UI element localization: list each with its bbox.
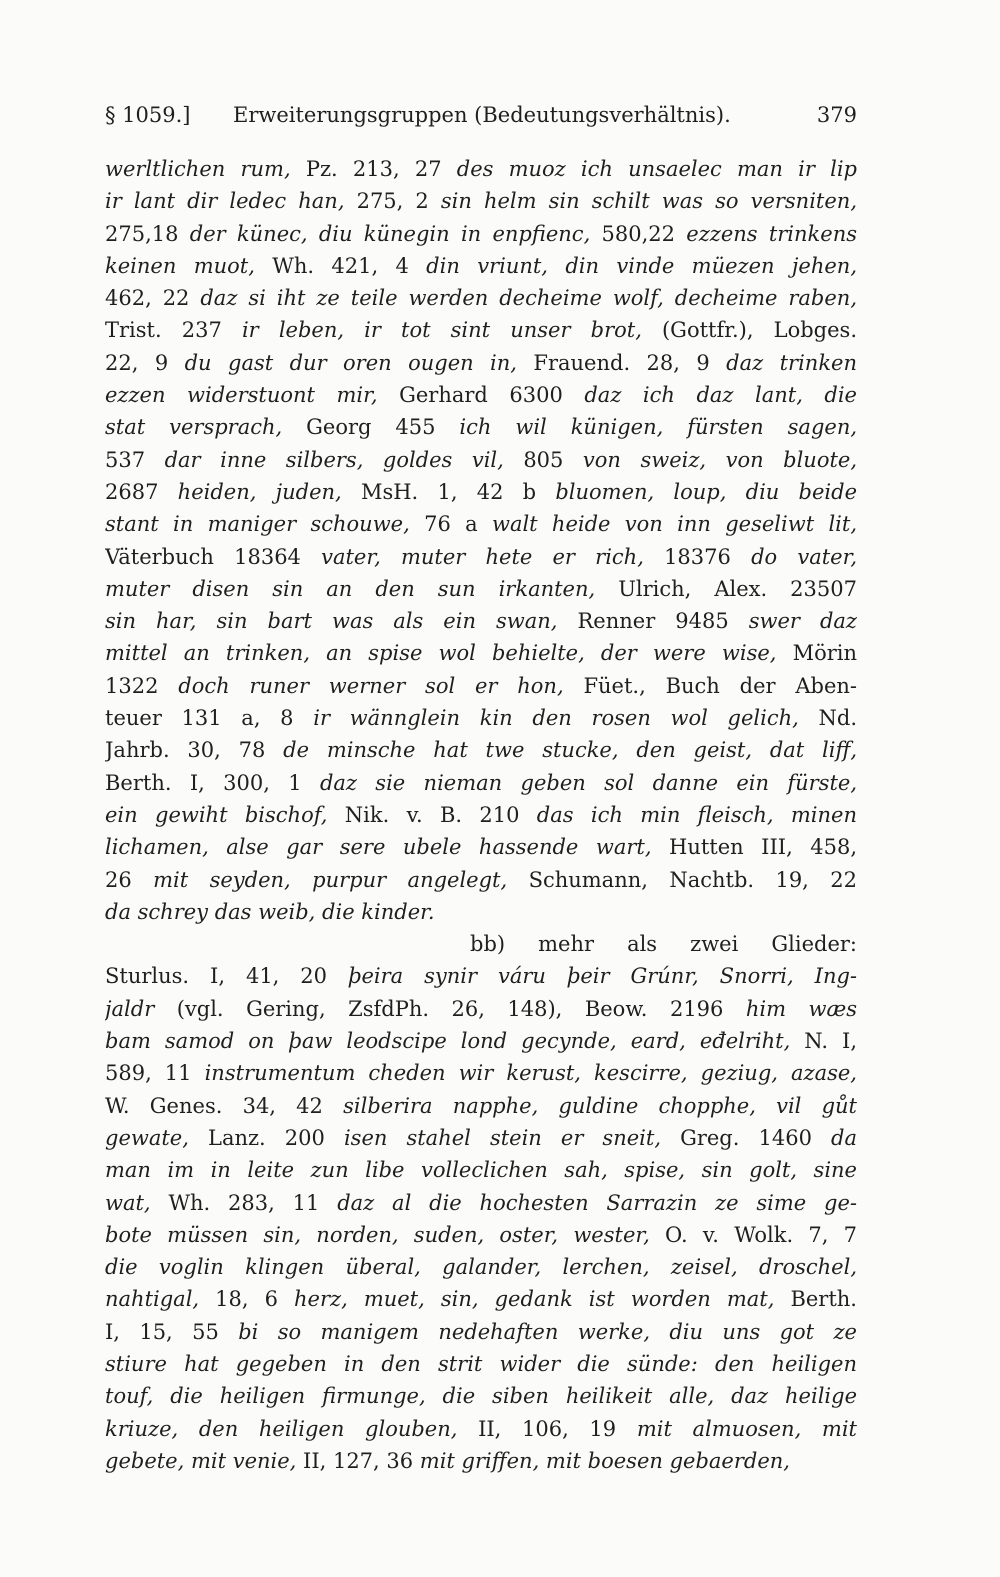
citation-text: 26 [105,867,154,892]
citation-text: (vgl. Gering, ZsfdPh. 26, 148), Beow. 2196 [154,996,746,1021]
text-line [105,1154,857,1186]
quoted-text: bam samod on þaw leodscipe lond gecynde, eard, eđelriht, [105,1029,791,1054]
citation-text: Schumann, Nachtb. 19, 22 [507,867,857,892]
quoted-text: ir lant dir ledec han, [105,189,345,214]
quoted-text: þeira synir váru þeir Grúnr, Snorri, Ing- [348,964,857,989]
quoted-text: din vriunt, din vinde müezen jehen, [426,253,857,278]
quoted-text: jaldr [105,996,155,1021]
text-line [105,960,857,992]
citation-text: Berth. I, 300, 1 [105,770,320,795]
citation-text: Ulrich, Alex. 23507 [595,576,857,601]
citation-text: N. I, [790,1029,857,1054]
quoted-text: wat, [105,1190,151,1215]
text-line [105,1025,857,1057]
text-line [105,1122,857,1154]
citation-text: Berth. [774,1287,857,1312]
citation-text: 537 [105,447,165,472]
quoted-text: daz si iht ze teile werden decheime wolf, decheime raben, [200,286,857,311]
quoted-text: doch runer werner sol er hon, [178,673,564,698]
citation-text: Nik. v. B. 210 [327,802,537,827]
citation-text: Pz. 213, 27 [290,157,457,181]
quoted-text: gebete, mit venie, [105,1448,297,1473]
quoted-text: herz, muet, sin, gedank ist worden mat, [294,1287,775,1312]
page-number: 379 [816,103,857,127]
quoted-text: isen stahel stein er sneit, [343,1125,661,1150]
text-line [105,476,857,508]
quoted-text: ein gewiht bischof, [105,802,328,827]
quoted-text: him wæs [745,996,857,1021]
text-line [105,1283,857,1315]
quoted-text: sin har, sin bart was als ein swan, [105,609,558,634]
quoted-text: ich wil künigen, fürsten sagen, [459,415,857,440]
text-line [105,637,857,669]
quoted-text: da [831,1125,857,1150]
citation-text: Gerhard 6300 [377,383,585,408]
citation-text: Sturlus. I, 41, 20 [105,964,348,989]
citation-text: 18376 [643,544,752,569]
text-line [105,896,857,928]
text-line [105,1413,857,1445]
text-line [105,573,857,605]
text-line [105,1316,857,1348]
quoted-text: mittel an trinken, an spise wol behielte, der were wise, [105,641,777,666]
quoted-text: heiden, juden, [177,479,342,504]
citation-text: Lanz. 200 [188,1125,344,1150]
citation-text: Väterbuch 18364 [105,544,322,569]
text-line [105,767,857,799]
quoted-text: de minsche hat twe stucke, den geist, dat liff, [283,738,857,763]
quoted-text: daz al die hochesten Sarrazin ze sime ge- [337,1190,857,1215]
quoted-text: keinen muot, [105,253,255,278]
citation-text: 462, 22 [105,286,201,311]
body-text [105,153,857,1477]
text-line [105,379,857,411]
text-line [105,670,857,702]
citation-text: 1322 [105,673,179,698]
text-line [105,1445,857,1477]
text-line [105,993,857,1025]
quoted-text: der künec, diu künegin in enpfienc, [189,221,591,246]
text-line [105,314,857,346]
text-line [105,282,857,314]
citation-text: I, 15, 55 [105,1319,239,1344]
citation-text: II, 106, 19 [457,1416,637,1441]
citation-text: Renner 9485 [557,609,749,634]
quoted-text: ezzens trinkens [686,221,857,246]
citation-text: Trist. 237 [105,318,242,343]
text-line [105,444,857,476]
citation-text: II, 127, 36 [296,1448,420,1473]
text-line [105,1090,857,1122]
citation-text: bb) mehr als zwei Glieder: [470,932,857,957]
quoted-text: mit griffen, mit boesen gebaerden, [419,1448,790,1473]
quoted-text: bote müssen sin, norden, suden, oster, wester, [105,1222,650,1247]
citation-text: Hutten III, 458, [651,835,857,860]
quoted-text: stant in maniger schouwe, [105,512,410,537]
quoted-text: gewate, [105,1125,189,1150]
text-line [105,508,857,540]
text-line [105,1348,857,1380]
citation-text: Greg. 1460 [661,1125,832,1150]
quoted-text: stiure hat gegeben in den strit wider die sünde: den heiligen [105,1351,857,1376]
citation-text: 18, 6 [199,1287,295,1312]
quoted-text: ezzen widerstuont mir, [105,383,378,408]
running-header [105,100,857,130]
citation-text: (Gottfr.), Lobges. [641,318,857,343]
text-line [105,864,857,896]
quoted-text: kriuze, den heiligen glouben, [105,1416,458,1441]
quoted-text: daz sie nieman geben sol danne ein fürste, [319,770,857,795]
quoted-text: nahtigal, [105,1287,200,1312]
quoted-text: du gast dur oren ougen in, [184,350,517,375]
citation-text: MsH. 1, 42 b [341,479,556,504]
text-line [105,1219,857,1251]
quoted-text: lichamen, alse gar sere ubele hassende wart, [105,835,652,860]
quoted-text: man im in leite zun libe volleclichen sah, spise, sin golt, sine [105,1158,857,1183]
citation-text: 22, 9 [105,350,185,375]
citation-text: O. v. Wolk. 7, 7 [649,1222,857,1247]
text-line [105,347,857,379]
text-line [105,734,857,766]
quoted-text: ir leben, ir tot sint unser brot, [241,318,642,343]
text-line [105,1057,857,1089]
quoted-text: swer daz [748,609,857,634]
quoted-text: do vater, [751,544,857,569]
citation-text: Mörin [776,641,857,666]
quoted-text: muter disen sin an den sun irkanten, [105,576,596,601]
text-line [105,541,857,573]
citation-text: 589, 11 [105,1061,205,1086]
quoted-text: stat versprach, [105,415,283,440]
text-line [105,799,857,831]
text-line [105,928,857,960]
citation-text: 805 [503,447,583,472]
quoted-text: walt heide von inn geseliwt lit, [491,512,857,537]
citation-text: Georg 455 [282,415,460,440]
text-line [105,702,857,734]
quoted-text: instrumentum cheden wir kerust, kescirre, geziug, azase, [204,1061,857,1086]
text-line [105,1380,857,1412]
quoted-text: silberira napphe, guldine chopphe, vil gůt [343,1093,857,1118]
quoted-text: mit seyden, purpur angelegt, [153,867,508,892]
quoted-text: sin helm sin schilt was so versniten, [440,189,857,214]
citation-text: Frauend. 28, 9 [516,350,727,375]
text-line [105,153,857,185]
text-line [105,605,857,637]
citation-text: teuer 131 a, 8 [105,706,314,731]
quoted-text: daz ich daz lant, die [584,383,857,408]
quoted-text: bi so manigem nedehaften werke, diu uns got ze [238,1319,857,1344]
quoted-text: mit almuosen, mit [636,1416,857,1441]
quoted-text: das ich min fleisch, minen [536,802,857,827]
section-reference: § 1059.] [105,103,191,127]
citation-text: Wh. 421, 4 [254,253,427,278]
citation-text: Nd. [798,706,857,731]
citation-text: 2687 [105,479,178,504]
quoted-text: die voglin klingen überal, galander, lerchen, zeisel, droschel, [105,1255,857,1280]
quoted-text: touf, die heiligen firmunge, die siben heilikeit alle, daz heilige [105,1384,857,1409]
citation-text: 275, 2 [344,189,441,214]
text-line [105,831,857,863]
quoted-text: des muoz ich unsaelec man ir lip [456,157,857,181]
quoted-text: von sweiz, von bluote, [582,447,857,472]
citation-text: 76 a [409,512,492,537]
text-line [105,185,857,217]
text-line [105,250,857,282]
text-line [105,218,857,250]
quoted-text: werltlichen rum, [105,157,291,181]
quoted-text: bluomen, loup, diu beide [555,479,857,504]
quoted-text: da schrey das weib, die kinder. [105,899,435,924]
text-line [105,411,857,443]
citation-text: 275,18 [105,221,190,246]
quoted-text: vater, muter hete er rich, [321,544,644,569]
quoted-text: ir wännglein kin den rosen wol gelich, [313,706,799,731]
quoted-text: dar inne silbers, goldes vil, [164,447,504,472]
citation-text: 580,22 [590,221,687,246]
quoted-text: daz trinken [726,350,857,375]
citation-text: W. Genes. 34, 42 [105,1093,344,1118]
citation-text: Wh. 283, 11 [150,1190,338,1215]
citation-text: Füet., Buch der Aben- [563,673,857,698]
text-line [105,1187,857,1219]
running-title: Erweiterungsgruppen (Bedeutungsverhältnis). [233,103,731,127]
text-line [105,1251,857,1283]
citation-text: Jahrb. 30, 78 [105,738,284,763]
